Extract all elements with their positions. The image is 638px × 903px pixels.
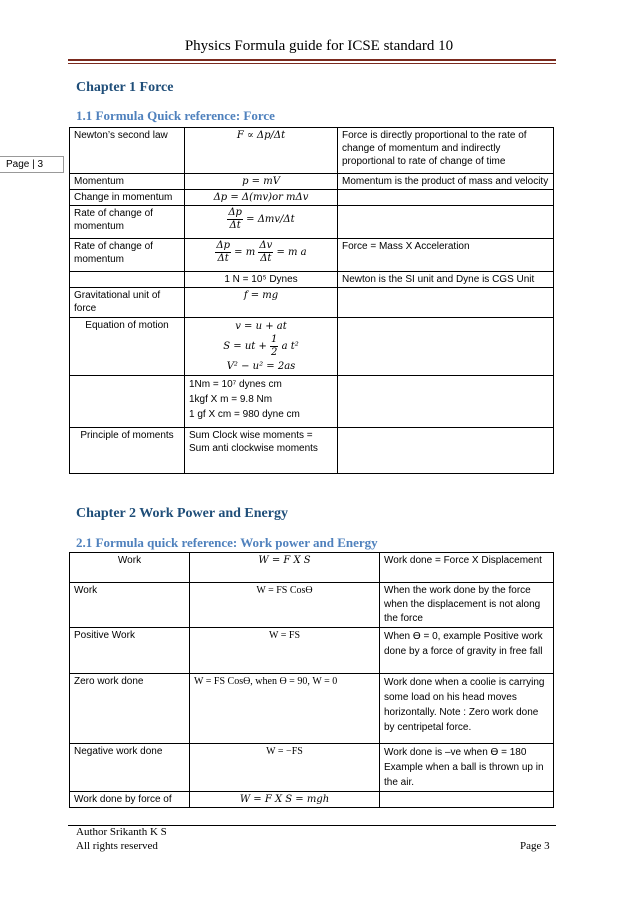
- row-formula: W = FS: [190, 628, 380, 674]
- row-formula: [185, 206, 338, 239]
- row-name: Momentum: [70, 174, 185, 190]
- formula-part: S = ut +: [223, 341, 267, 352]
- row-name: Principle of moments: [70, 428, 185, 474]
- row-name: Negative work done: [70, 744, 190, 792]
- row-note: Momentum is the product of mass and velocity: [338, 174, 554, 190]
- row-note: [338, 190, 554, 206]
- row-name: Newton’s second law: [70, 128, 185, 174]
- row-note: When ϴ = 0, example Positive work done by a force of gravity in free fall: [380, 628, 554, 674]
- row-note: Newton is the SI unit and Dyne is CGS Unit: [338, 272, 554, 288]
- force-formula-table: [69, 127, 554, 474]
- table-row: [70, 128, 554, 174]
- fraction-denominator: Δt: [217, 253, 229, 264]
- formula-rest: = Δmv/Δt: [246, 214, 295, 225]
- fraction-numerator: 1: [271, 334, 278, 345]
- row-name: Work: [70, 583, 190, 628]
- row-name: Zero work done: [70, 674, 190, 744]
- chapter2-title: Chapter 2 Work Power and Energy: [76, 506, 288, 521]
- row-formula: W = FS Cosϴ, when ϴ = 90, W = 0: [190, 674, 380, 744]
- row-note: Force = Mass X Acceleration: [338, 239, 554, 272]
- table-row: [70, 272, 554, 288]
- row-note: When the work done by the force when the displacement is not along the force: [380, 583, 554, 628]
- fraction-denominator: Δt: [260, 253, 272, 264]
- side-page-tag: Page | 3: [0, 156, 64, 173]
- formula-part: = m a: [276, 247, 307, 258]
- page-header: Physics Formula guide for ICSE standard 10: [184, 38, 454, 54]
- table-row: [70, 376, 554, 428]
- row-name: Rate of change of momentum: [70, 206, 185, 239]
- row-name: Gravitational unit of force: [70, 288, 185, 318]
- fraction: [258, 240, 273, 265]
- equation-1: v = u + at: [235, 321, 287, 332]
- row-formula: W = F X S: [190, 553, 380, 583]
- table-row: [70, 288, 554, 318]
- footer-author: Author Srikanth K S: [76, 826, 167, 838]
- row-name: Rate of change of momentum: [70, 239, 185, 272]
- row-name: Positive Work: [70, 628, 190, 674]
- table-row: [70, 190, 554, 206]
- footer-rights: All rights reserved: [76, 840, 158, 852]
- row-formula: f = mg: [185, 288, 338, 318]
- footer-page-number: Page 3: [520, 840, 550, 852]
- row-formula: F ∝ Δp/Δt: [185, 128, 338, 174]
- equation-2: [189, 334, 333, 359]
- fraction-numerator: Δv: [259, 240, 273, 251]
- fraction-numerator: Δp: [216, 240, 230, 251]
- fraction-numerator: Δp: [228, 207, 242, 218]
- header-rule-thick: [68, 59, 556, 61]
- chapter2-subtitle: 2.1 Formula quick reference: Work power and Energy: [76, 535, 378, 550]
- table-row: [70, 174, 554, 190]
- conversion-line: 1kgf X m = 9.8 Nm: [189, 394, 273, 405]
- row-note: Work done = Force X Displacement: [380, 553, 554, 583]
- formula-part: = m: [234, 247, 256, 258]
- row-name: Equation of motion: [70, 318, 185, 376]
- conversion-line: 1 gf X cm = 980 dyne cm: [189, 409, 300, 420]
- row-formula: W = −FS: [190, 744, 380, 792]
- row-note: [338, 288, 554, 318]
- fraction: [227, 207, 243, 232]
- row-formula: [185, 318, 338, 376]
- fraction: [215, 240, 231, 265]
- conversion-line: 1Nm = 10⁷ dynes cm: [189, 379, 282, 390]
- row-formula: W = FS Cosϴ: [190, 583, 380, 628]
- fraction-denominator: 2: [271, 347, 278, 358]
- table-row: [70, 744, 554, 792]
- table-row: [70, 206, 554, 239]
- row-formula: W = F X S = mgh: [190, 792, 380, 808]
- table-row: [70, 428, 554, 474]
- row-note: [338, 206, 554, 239]
- row-name: [70, 272, 185, 288]
- table-row: [70, 583, 554, 628]
- row-note: [338, 428, 554, 474]
- row-name: [70, 376, 185, 428]
- table-row: [70, 674, 554, 744]
- fraction-denominator: Δt: [229, 220, 241, 231]
- row-note: Work done when a coolie is carrying some load on his head moves horizontally. Note : Zero work done by centripetal force.: [380, 674, 554, 744]
- row-note: Force is directly proportional to the rate of change of momentum and indirectly proportional to rate of change of time: [338, 128, 554, 174]
- table-row: [70, 553, 554, 583]
- table-row: [70, 628, 554, 674]
- row-note: Work done is –ve when ϴ = 180 Example when a ball is thrown up in the air.: [380, 744, 554, 792]
- header-rule-thin: [68, 63, 556, 64]
- row-note: [380, 792, 554, 808]
- fraction: [270, 334, 278, 359]
- row-name: Work done by force of: [70, 792, 190, 808]
- equation-3: V² − u² = 2as: [226, 361, 296, 372]
- table-row: [70, 239, 554, 272]
- formula-part: a t²: [281, 341, 299, 352]
- chapter1-subtitle: 1.1 Formula Quick reference: Force: [76, 108, 275, 123]
- row-formula: [185, 239, 338, 272]
- row-formula: p = mV: [185, 174, 338, 190]
- row-note: [338, 376, 554, 428]
- chapter1-title: Chapter 1 Force: [76, 80, 174, 95]
- row-formula: 1 N = 10⁵ Dynes: [185, 272, 338, 288]
- row-formula: Sum Clock wise moments = Sum anti clockwise moments: [185, 428, 338, 474]
- row-formula: Δp = Δ(mv)or mΔv: [185, 190, 338, 206]
- work-formula-table: [69, 552, 554, 808]
- table-row: [70, 792, 554, 808]
- row-name: Work: [70, 553, 190, 583]
- row-formula: [185, 376, 338, 428]
- row-note: [338, 318, 554, 376]
- table-row: [70, 318, 554, 376]
- row-name: Change in momentum: [70, 190, 185, 206]
